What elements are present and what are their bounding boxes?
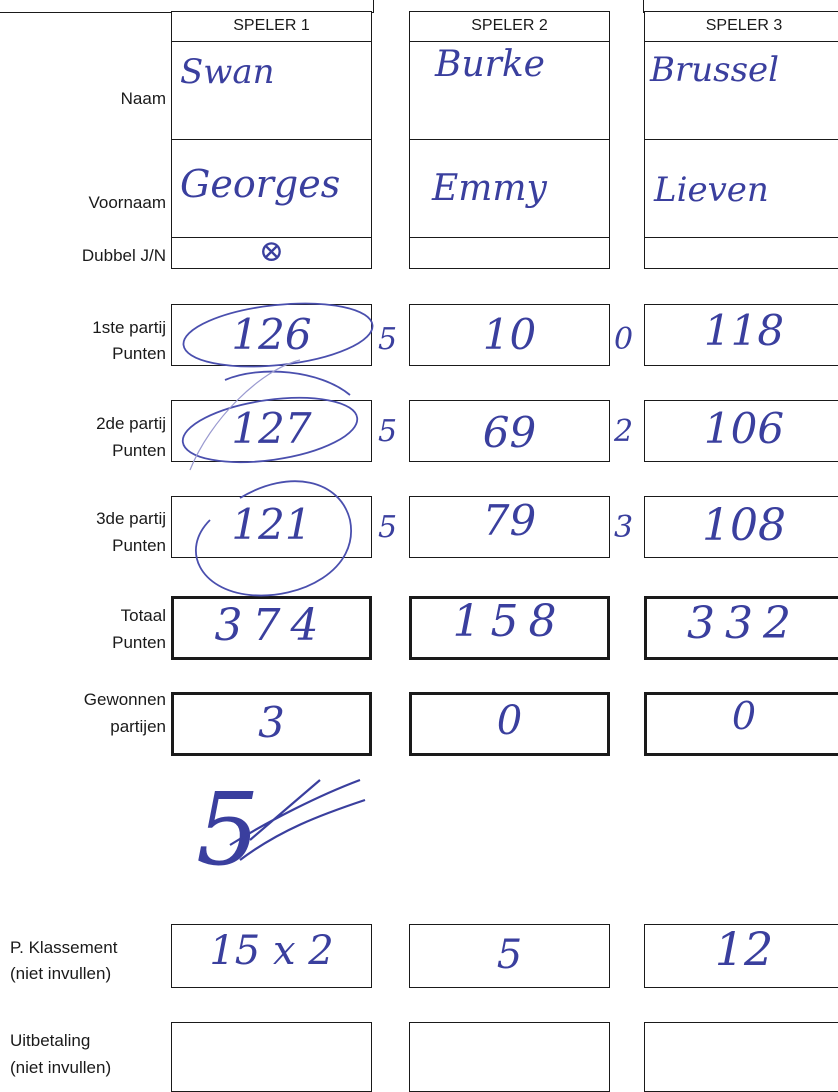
p2-game3-won-mark: 3 [614, 510, 634, 545]
label-partij-2: 2de partij [96, 414, 166, 433]
label-klassement: P. Klassement [10, 938, 118, 957]
label-partij-1: 1ste partij [92, 318, 166, 337]
label-punten-1: Punten [112, 344, 166, 363]
label-punten-2: Punten [112, 441, 166, 460]
player-2-header: SPELER 2 [471, 17, 548, 34]
p3-naam-value: Brussel [650, 50, 780, 90]
p3-voornaam-value: Lieven [654, 170, 769, 210]
label-gewonnen: Gewonnen [83, 690, 166, 709]
player-1-header: SPELER 1 [233, 17, 310, 34]
p3-game2-value: 106 [703, 404, 785, 453]
p2-game2-won-mark: 2 [614, 414, 634, 449]
label-voornaam: Voornaam [88, 193, 166, 212]
p2-game3-value: 79 [482, 496, 537, 545]
label-totaal: Totaal [120, 606, 166, 625]
p1-klassement-value: 15 x 2 [209, 928, 334, 974]
loop-game2-top [225, 372, 350, 395]
label-punten-3: Punten [112, 536, 166, 555]
p1-game1-value: 126 [231, 310, 312, 359]
p2-game1-won-mark: 0 [614, 322, 634, 357]
label-naam: Naam [120, 89, 166, 108]
player-3-header: SPELER 3 [705, 17, 783, 34]
label-uitbetaling-note: (niet invullen) [10, 1058, 112, 1077]
label-totaal-punten: Punten [112, 633, 166, 652]
p1-won-value: 3 [258, 698, 285, 747]
p3-game1-value: 118 [703, 306, 785, 355]
p1-uitbetaling-box[interactable] [171, 1022, 372, 1092]
p2-won-value: 0 [496, 698, 523, 744]
p1-voornaam-value: Georges [180, 162, 341, 206]
p2-game1-value: 10 [482, 310, 537, 359]
p1-dubbel-value: ⊗ [258, 234, 285, 269]
label-dubbel: Dubbel J/N [81, 246, 166, 265]
p2-total-value: 158 [452, 596, 567, 647]
label-partijen: partijen [110, 717, 166, 736]
p3-game3-value: 108 [702, 500, 786, 551]
p3-won-value: 0 [731, 694, 757, 738]
p2-game2-value: 69 [482, 408, 537, 457]
extra-handwritten-mark: 5 [196, 771, 260, 888]
p1-total-value: 374 [214, 600, 329, 651]
label-partij-3: 3de partij [96, 509, 166, 528]
label-uitbetaling: Uitbetaling [10, 1031, 91, 1050]
p3-uitbetaling-box[interactable] [644, 1022, 838, 1092]
p1-game3-won-mark: 5 [378, 510, 398, 545]
p3-total-value: 332 [687, 598, 801, 649]
p1-naam-value: Swan [180, 52, 275, 92]
label-klassement-note: (niet invullen) [10, 964, 112, 983]
player-1-column [171, 11, 372, 269]
p2-uitbetaling-box[interactable] [409, 1022, 610, 1092]
p2-voornaam-value: Emmy [432, 168, 547, 209]
p3-klassement-value: 12 [714, 922, 774, 976]
p1-game2-value: 127 [231, 404, 312, 453]
p2-klassement-value: 5 [496, 932, 523, 978]
p1-game1-won-mark: 5 [378, 322, 398, 357]
p1-game3-value: 121 [231, 500, 312, 549]
p1-game2-won-mark: 5 [378, 414, 398, 449]
p2-naam-value: Burke [435, 44, 545, 85]
